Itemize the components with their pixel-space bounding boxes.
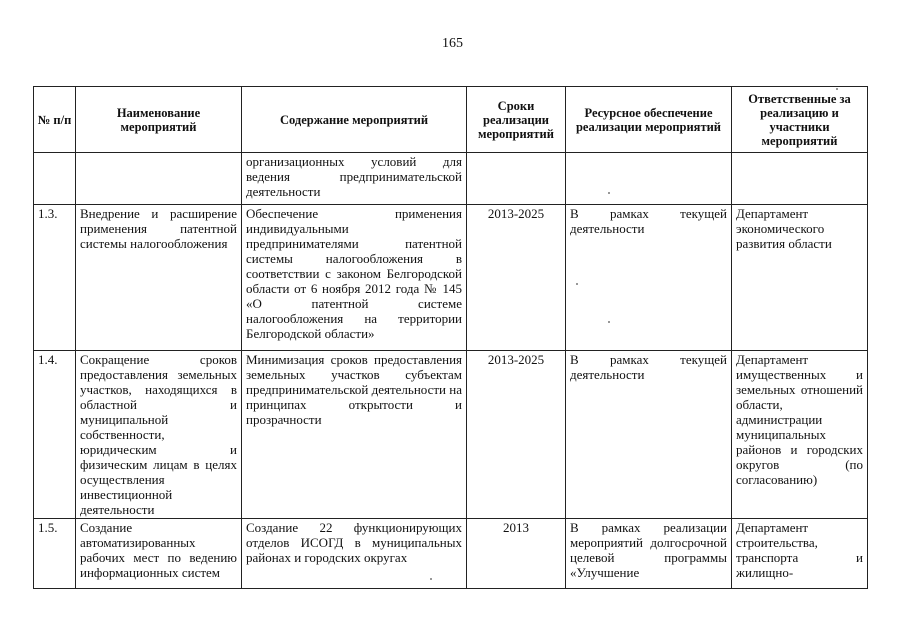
row-num: 1.3. <box>34 205 76 351</box>
header-resources: Ресурсное обеспечение реализации мероприятий <box>566 87 732 153</box>
scan-speck <box>608 321 610 323</box>
row-terms: 2013-2025 <box>467 205 566 351</box>
row-num: 1.4. <box>34 351 76 519</box>
row-content: организационных условий для ведения предпринимательской деятельности <box>242 153 467 205</box>
row-name: Сокращение сроков предоставления земельных участков, находящихся в областной и муниципальной собственности, юридическим и физическим лицам в целях осуществления инвестиционной деятельности <box>76 351 242 519</box>
page-number: 165 <box>442 36 463 51</box>
row-content: Обеспечение применения индивидуальными предпринимателями патентной системы налогообложения в соответствии с законом Белгородской области от 6 ноября 2012 года № 145 «О патентной системе налогообложения на территории Белгородской области» <box>242 205 467 351</box>
header-name: Наименование мероприятий <box>76 87 242 153</box>
table-row <box>34 351 868 519</box>
row-terms: 2013-2025 <box>467 351 566 519</box>
row-responsible: Департамент строительства, транспорта и жилищно- <box>732 519 868 589</box>
row-responsible <box>732 153 868 205</box>
row-resources: В рамках реализации мероприятий долгосрочной целевой программы «Улучшение <box>566 519 732 589</box>
scan-speck <box>576 283 578 285</box>
row-content: Создание 22 функционирующих отделов ИСОГД в муниципальных районах и городских округах <box>242 519 467 589</box>
row-resources: В рамках текущей деятельности <box>566 205 732 351</box>
header-responsible: Ответственные за реализацию и участники мероприятий <box>732 87 868 153</box>
row-num: 1.5. <box>34 519 76 589</box>
row-terms <box>467 153 566 205</box>
table-row <box>34 205 868 351</box>
row-responsible: Департамент экономического развития области <box>732 205 868 351</box>
row-name <box>76 153 242 205</box>
header-terms: Сроки реализации мероприятий <box>467 87 566 153</box>
scan-speck <box>836 88 838 90</box>
header-num: № п/п <box>34 87 76 153</box>
table-header-row <box>34 87 868 153</box>
header-content: Содержание мероприятий <box>242 87 467 153</box>
row-content: Минимизация сроков предоставления земельных участков субъектам предпринимательской деятельности на принципах открытости и прозрачности <box>242 351 467 519</box>
row-terms: 2013 <box>467 519 566 589</box>
row-num <box>34 153 76 205</box>
activities-table <box>33 86 868 589</box>
table-row <box>34 519 868 589</box>
row-name: Внедрение и расширение применения патентной системы налогообложения <box>76 205 242 351</box>
scan-speck <box>608 192 610 194</box>
table-row <box>34 153 868 205</box>
row-responsible: Департамент имущественных и земельных отношений области, администрации муниципальных районов и городских округов (по согласованию) <box>732 351 868 519</box>
row-name: Создание автоматизированных рабочих мест по ведению информационных систем <box>76 519 242 589</box>
row-resources: В рамках текущей деятельности <box>566 351 732 519</box>
row-resources <box>566 153 732 205</box>
scan-speck <box>430 578 432 580</box>
